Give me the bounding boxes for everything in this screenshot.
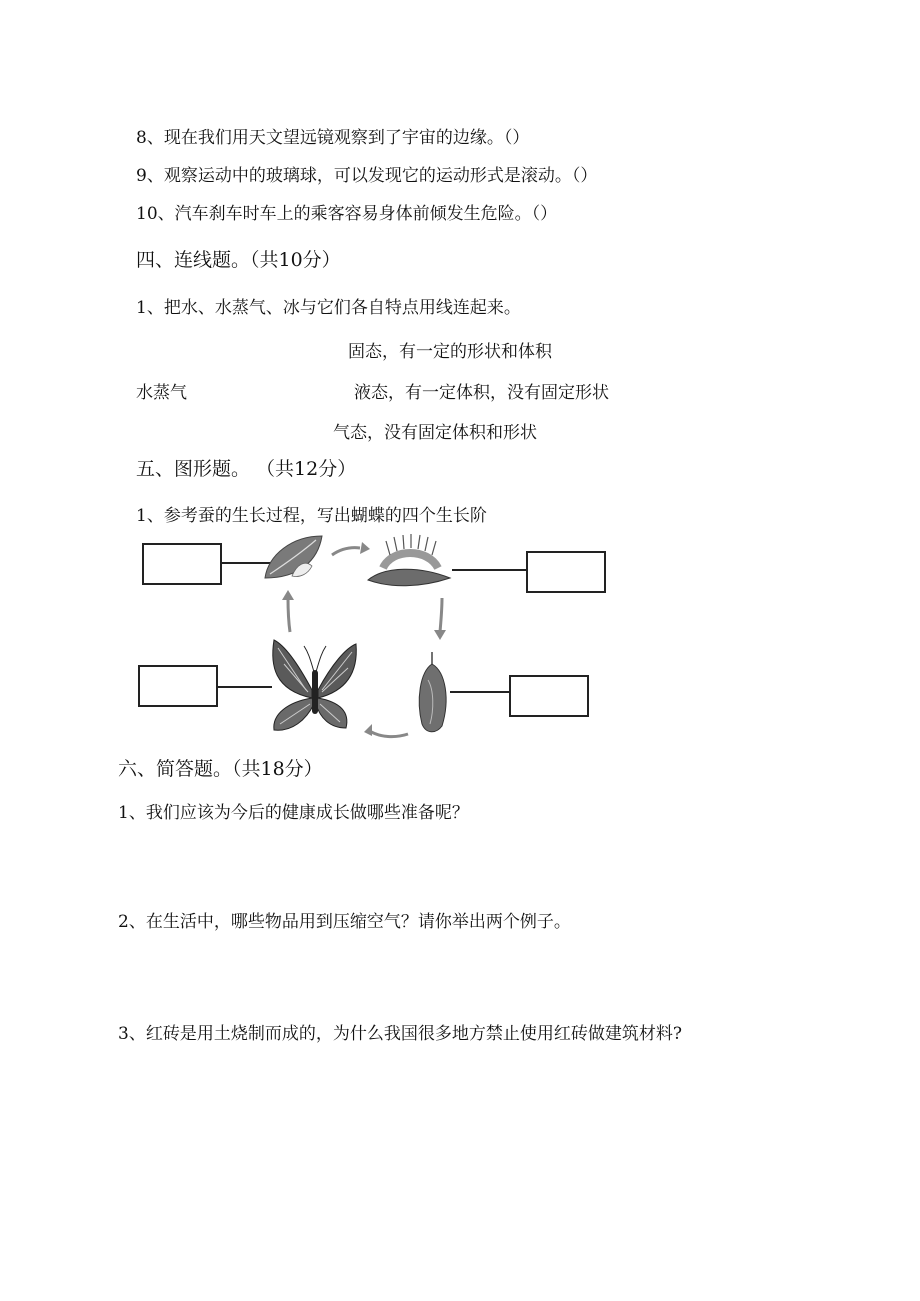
arrow-egg-to-larva: [332, 548, 360, 555]
question-10: 10、汽车刹车时车上的乘客容易身体前倾发生危险。（）: [136, 204, 558, 224]
leaf-eggs-icon: [265, 536, 322, 578]
section-6-question-1: 1、我们应该为今后的健康成长做哪些准备呢？: [118, 803, 469, 823]
answer-box-egg[interactable]: [143, 544, 221, 584]
section-6-question-3: 3、红砖是用土烧制而成的，为什么我国很多地方禁止使用红砖做建筑材料?: [118, 1024, 682, 1044]
question-9: 9、观察运动中的玻璃球，可以发现它的运动形式是滚动。（）: [136, 166, 598, 186]
answer-box-adult[interactable]: [139, 666, 217, 706]
section-6-question-2: 2、在生活中，哪些物品用到压缩空气？请你举出两个例子。: [118, 912, 571, 932]
pupa-icon: [419, 652, 446, 732]
section-4-question-1: 1、把水、水蒸气、冰与它们各自特点用线连起来。: [136, 298, 521, 318]
answer-box-larva[interactable]: [527, 552, 605, 592]
question-8: 8、现在我们用天文望远镜观察到了宇宙的边缘。（）: [136, 128, 530, 148]
section-4-heading: 四、连线题。（共10分）: [136, 249, 341, 271]
section-5-heading: 五、图形题。 （共12分）: [136, 458, 357, 480]
arrow-larva-to-pupa: [440, 598, 442, 632]
arrow-pupa-to-adult: [368, 730, 408, 737]
answer-box-pupa[interactable]: [510, 676, 588, 716]
match-right-item-solid: 固态，有一定的形状和体积: [348, 342, 552, 362]
section-6-heading: 六、简答题。（共18分）: [118, 758, 323, 780]
arrow-adult-to-egg: [288, 598, 290, 632]
section-5-question-1: 1、参考蚕的生长过程，写出蝴蝶的四个生长阶: [136, 506, 487, 526]
butterfly-icon: [273, 640, 357, 730]
match-left-item-steam: 水蒸气: [136, 383, 187, 403]
match-right-item-gas: 气态，没有固定体积和形状: [333, 423, 537, 443]
larva-icon: [368, 534, 450, 586]
match-right-item-liquid: 液态，有一定体积，没有固定形状: [354, 383, 609, 403]
